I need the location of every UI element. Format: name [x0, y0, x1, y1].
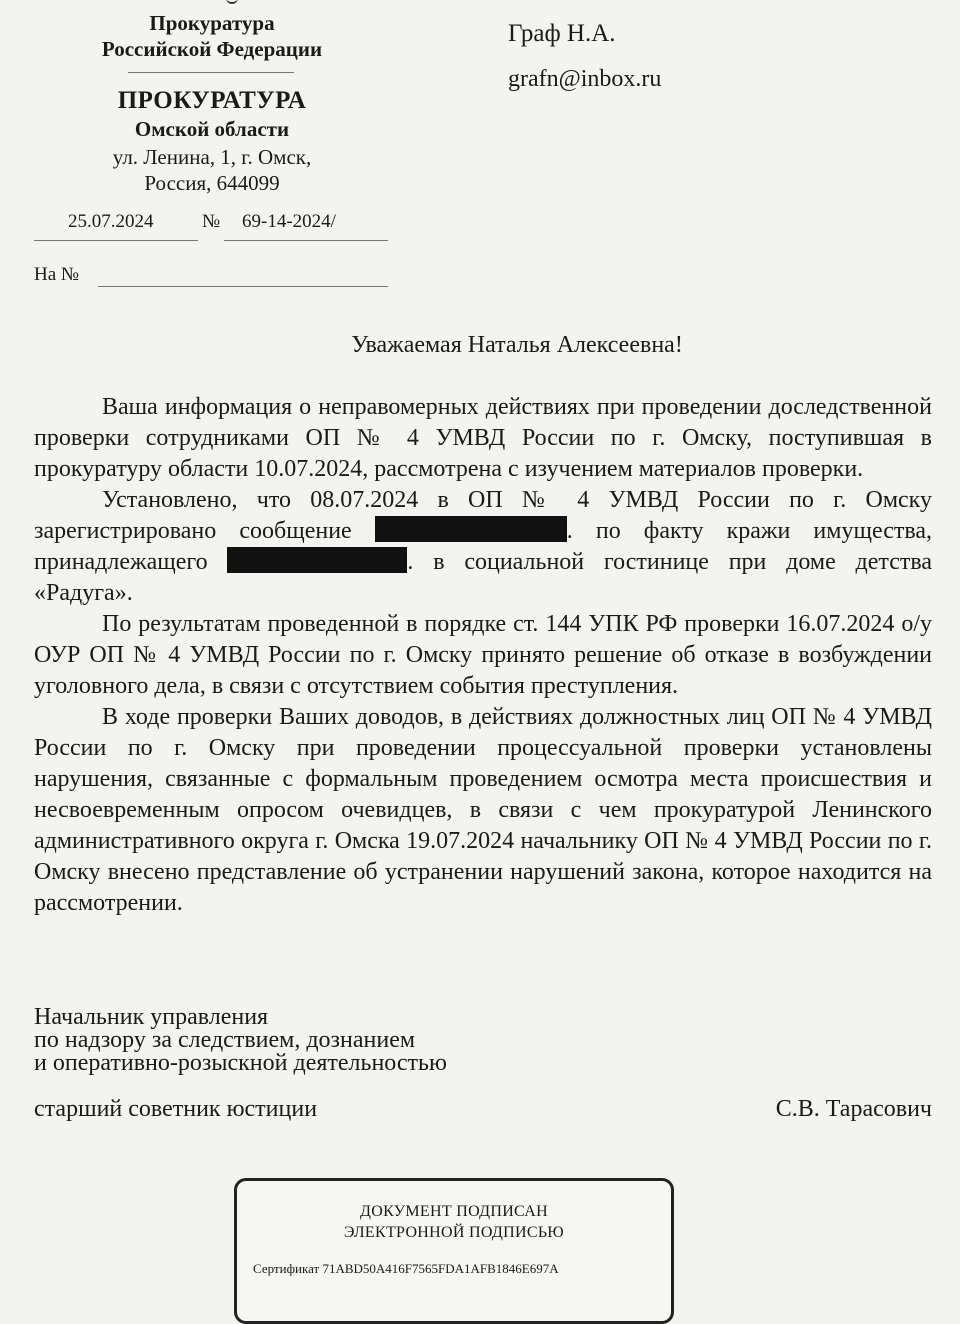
paragraph-2-part-a: Установлено, что 08.07.2024 в ОП № 4 УМВД России по г. Омску зарегистрировано сообщение: [34, 487, 932, 544]
header-divider: [128, 72, 294, 73]
address-line1: ул. Ленина, 1, г. Омск,: [112, 145, 312, 169]
paragraph-3: По результатам проведенной в порядке ст. 144 УПК РФ проверки 16.07.2024 о/у ОУР ОП № 4 УМВД России по г. Омску принято решение об отказе в возбуждении уголовного дела, в связи с отсутствием события преступления.: [34, 611, 932, 699]
number-sign: №: [202, 211, 221, 232]
position-line1: Начальник управления: [34, 1004, 269, 1030]
paragraph-2: Установлено, что 08.07.2024 в ОП № 4 УМВД России по г. Омску зарегистрировано сообщение . по факту кражи имущества, принадлежащего . в социальной гостинице при доме детства «Радуга».: [34, 487, 933, 606]
paragraph-1: Ваша информация о неправомерных действиях при проведении доследственной проверки сотрудниками ОП № 4 УМВД России по г. Омску, поступившая в прокуратуру области 10.07.2024, рассмотрена с изучением материалов проверки.: [34, 394, 932, 482]
letter-greeting: Уважаемая Наталья Алексеевна!: [351, 332, 683, 358]
recipient-email: grafn@inbox.ru: [508, 66, 662, 92]
certificate-label: Сертификат: [253, 1261, 320, 1276]
paragraph-4: В ходе проверки Ваших доводов, в действиях должностных лиц ОП № 4 УМВД России по г. Омску при проведении процессуальной проверки установлены нарушения, связанные с формальным проведением осмотра места происшествия и несвоевременным опросом очевидцев, в связи с чем прокуратурой Ленинского административного округа г. Омска 19.07.2024 начальнику ОП № 4 УМВД России по г. Омску внесено представление об устранении нарушений закона, которое находится на рассмотрении.: [34, 704, 932, 916]
stamp-certificate: [253, 1261, 671, 1277]
number-underline: [224, 240, 388, 241]
reply-to-label: На №: [34, 264, 80, 285]
paragraph-2-part-b: по факту кражи имущества, принадлежащего: [34, 518, 933, 575]
letter-body: [34, 392, 932, 919]
stamp-title: [237, 1201, 671, 1243]
org-line2: Российской Федерации: [101, 37, 323, 61]
stamp-title-line2: ЭЛЕКТРОННОЙ ПОДПИСЬЮ: [343, 1224, 565, 1241]
e-signature-stamp: [234, 1178, 674, 1324]
certificate-id: 71ABD50A416F7565FDA1AFB1846E697A: [322, 1261, 559, 1276]
reply-to-underline: [98, 286, 388, 287]
address-line2: Россия, 644099: [144, 171, 280, 195]
emblem-icon: [226, 0, 238, 4]
position-line2: по надзору за следствием, дознанием: [34, 1027, 416, 1053]
stamp-title-line1: ДОКУМЕНТ ПОДПИСАН: [360, 1203, 548, 1220]
office-region: Омской области: [134, 117, 290, 141]
position-line3: и оперативно-розыскной деятельностью: [34, 1050, 447, 1076]
signatory-rank: старший советник юстиции: [34, 1096, 318, 1122]
redacted-name-2: [227, 547, 407, 573]
recipient-name: Граф Н.А.: [508, 20, 616, 47]
redacted-name-1: [375, 516, 567, 542]
office-title: ПРОКУРАТУРА: [117, 87, 307, 114]
signatory-position: [34, 1006, 447, 1075]
letter-date: 25.07.2024: [68, 211, 154, 232]
org-line1: Прокуратура: [149, 11, 275, 35]
letter-number: 69-14-2024/: [242, 211, 336, 232]
signatory-name: С.В. Тарасович: [775, 1096, 932, 1122]
paragraph-2-part-c: в социальной гостинице при доме детства «Радуга».: [34, 549, 932, 606]
date-underline: [34, 240, 198, 241]
